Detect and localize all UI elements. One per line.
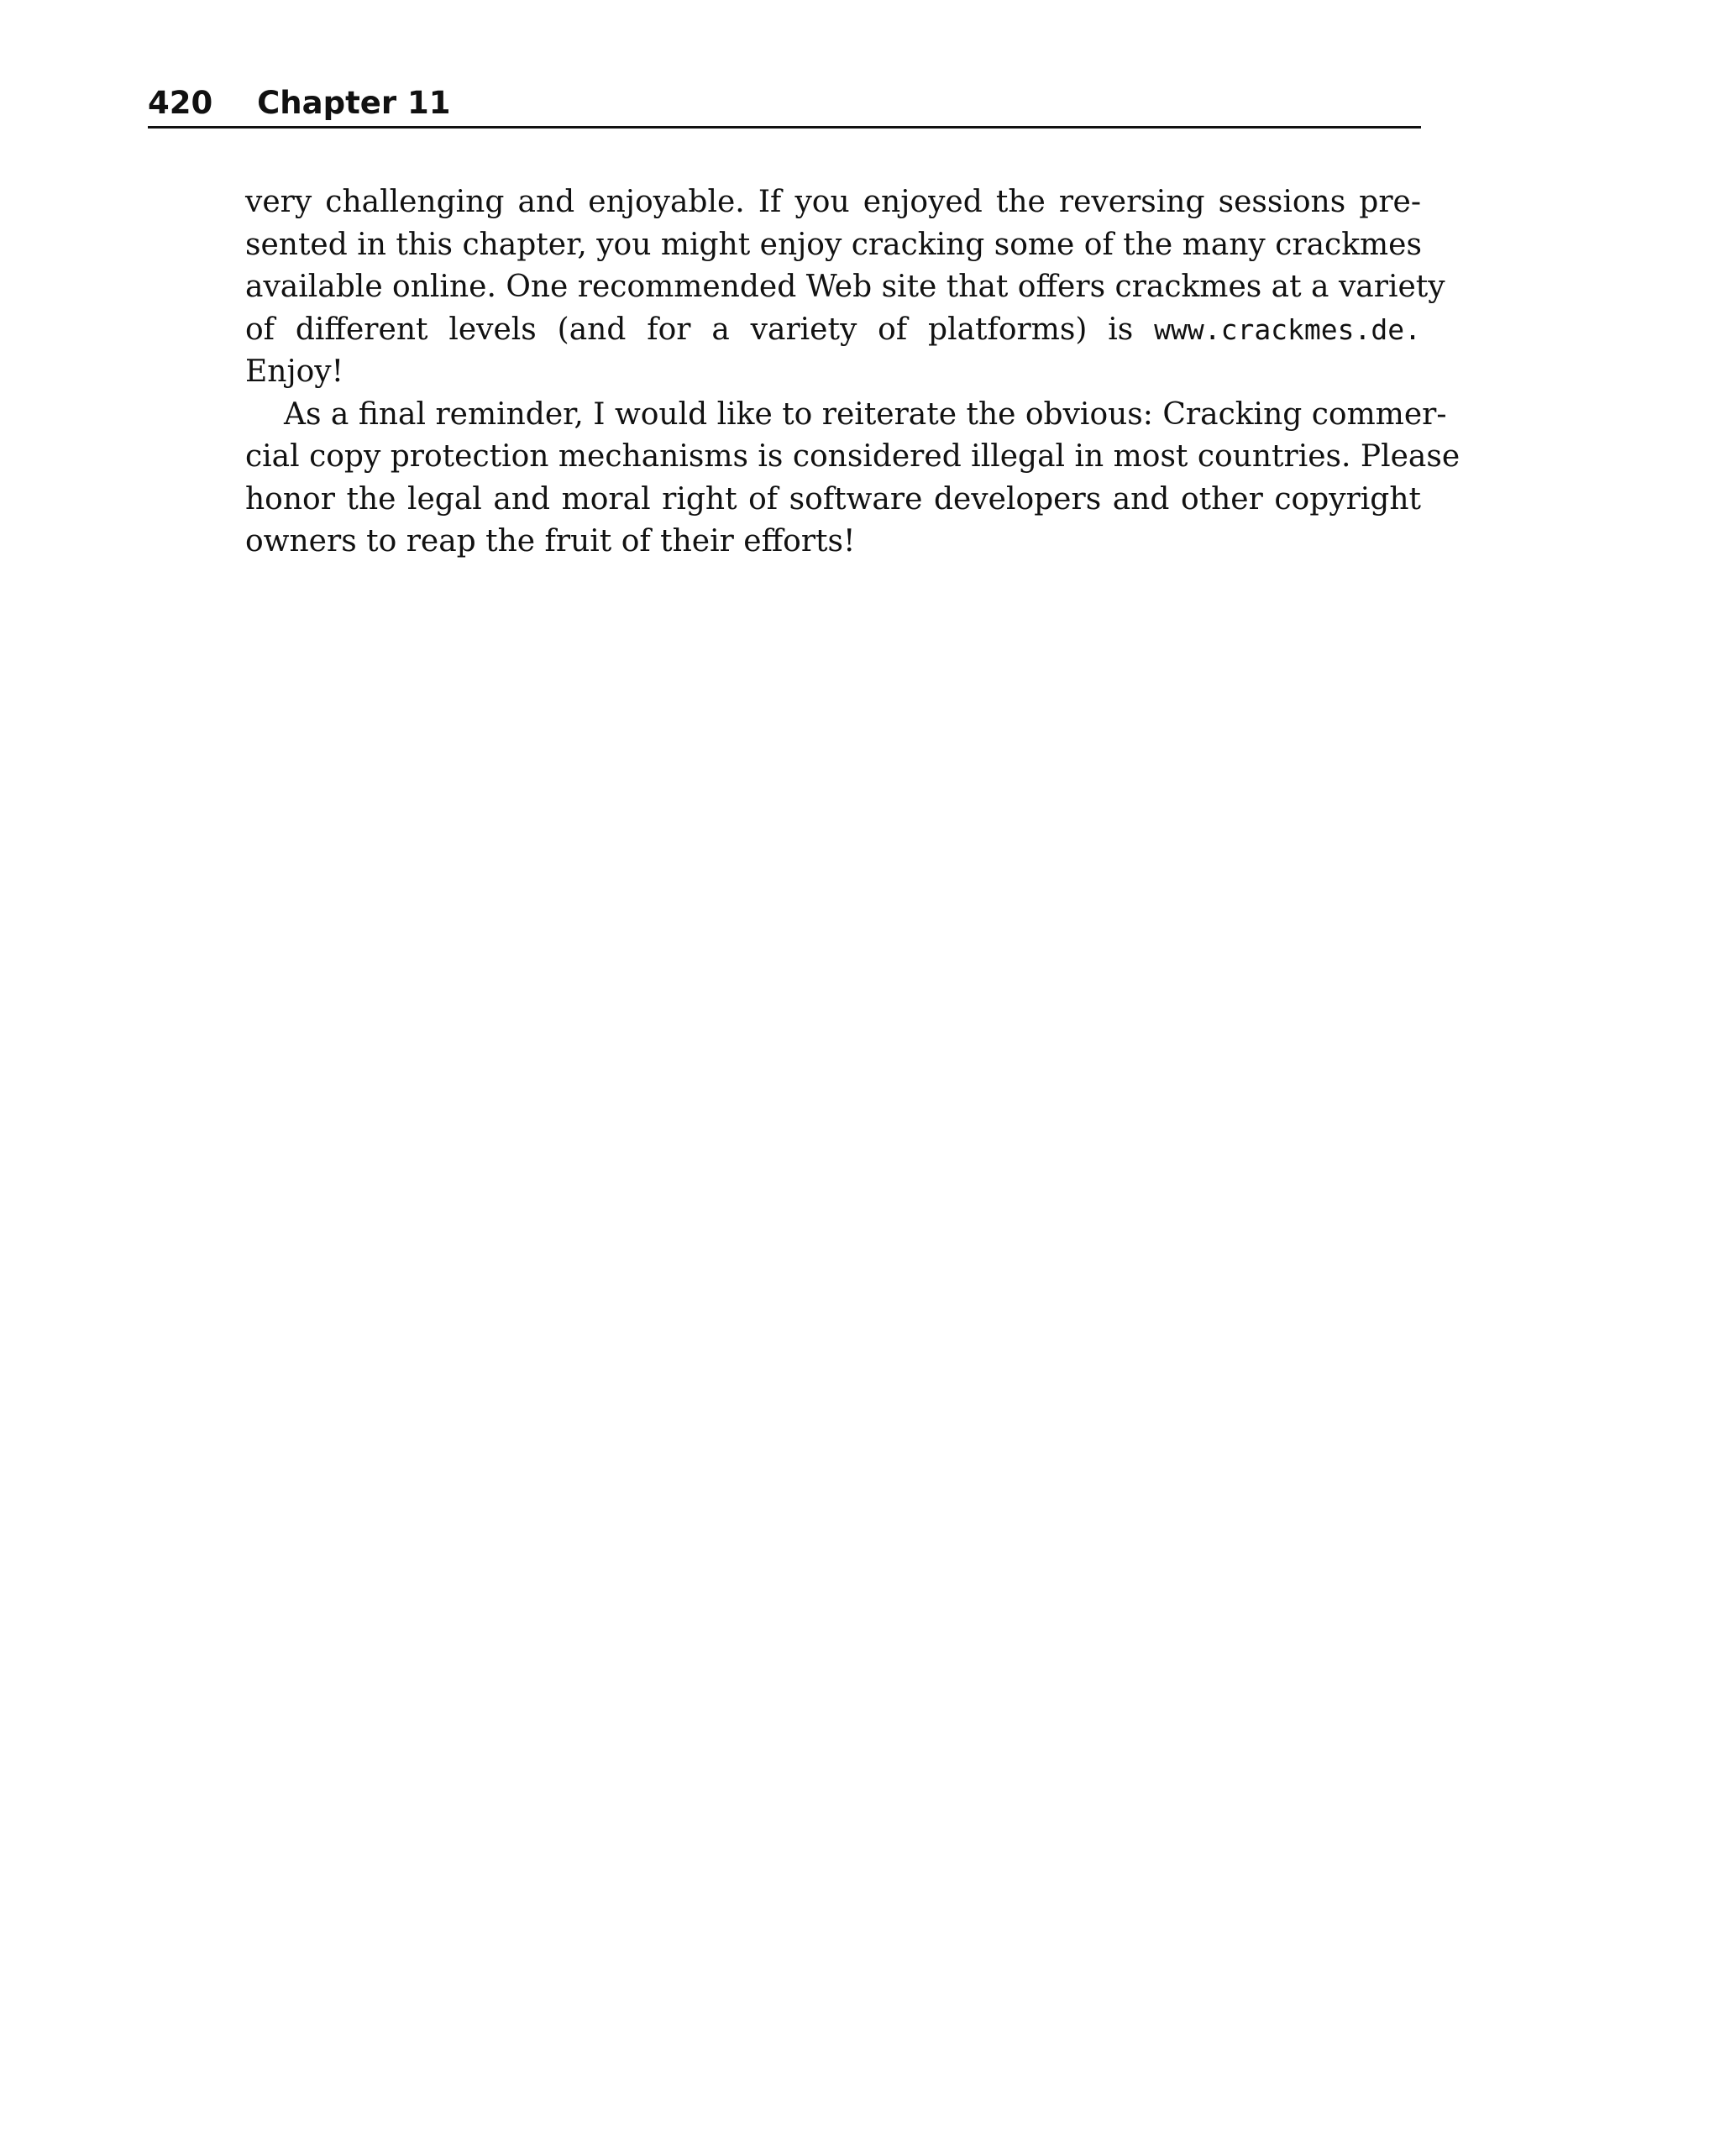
text-line: As a final reminder, I would like to reiterate the obvious: Cracking commer- <box>284 396 1447 432</box>
paragraph-1 <box>245 181 1445 394</box>
body-text <box>245 181 1460 564</box>
running-head <box>148 82 1421 129</box>
text-line: Enjoy! <box>245 354 344 389</box>
text-line: available online. One recommended Web site that offers crackmes at a variety <box>245 270 1445 304</box>
text-line: owners to reap the fruit of their efforts! <box>245 524 856 559</box>
page-number: 420 <box>148 85 213 121</box>
text-segment: of different levels (and for a variety of platforms) is <box>245 312 1134 347</box>
text-line: cial copy protection mechanisms is considered illegal in most countries. Please <box>245 439 1460 474</box>
text-line: very challenging and enjoyable. If you enjoyed the reversing sessions pre- <box>245 185 1421 219</box>
text-line-with-url <box>245 309 1421 352</box>
text-line: sented in this chapter, you might enjoy cracking some of the many crackmes <box>245 227 1422 262</box>
text-line: honor the legal and moral right of software developers and other copyright <box>245 481 1421 517</box>
paragraph-2 <box>245 394 1460 564</box>
chapter-label: Chapter 11 <box>257 85 451 121</box>
url-text: www.crackmes.de. <box>1154 312 1421 346</box>
